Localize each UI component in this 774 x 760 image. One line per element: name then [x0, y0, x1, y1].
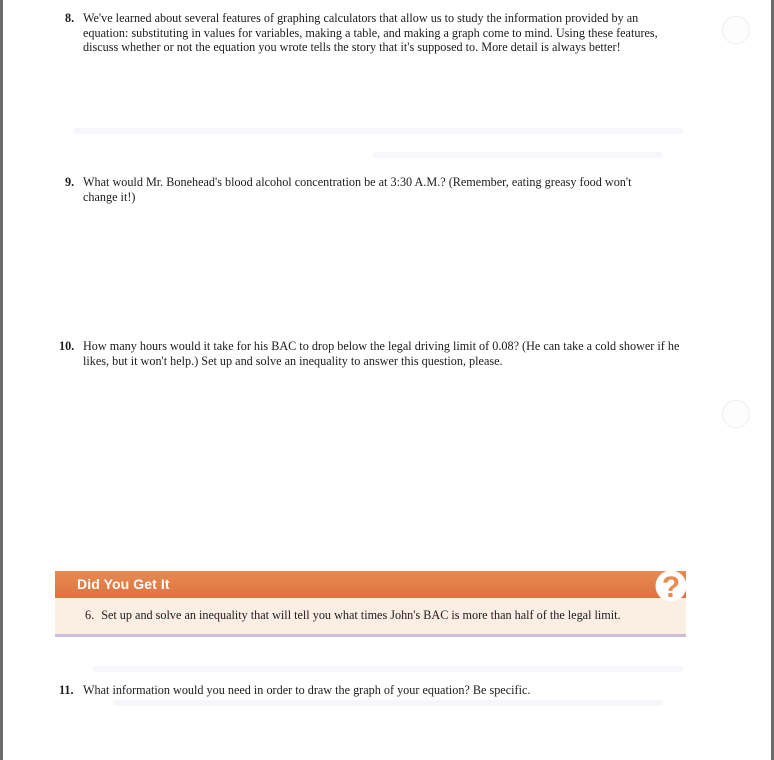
bleed-through-mark: [93, 666, 683, 672]
worksheet-page: [3, 0, 771, 760]
margin-circle-icon: [722, 400, 750, 428]
callout-item-number: 6.: [85, 608, 95, 622]
question-text: How many hours would it take for his BAC to drop below the legal driving limit of 0.08? (He can take a cold shower if he likes, but it won't help.) Set up and solve an inequality to answer this question, please.: [83, 339, 680, 368]
margin-circle-icon: [722, 16, 750, 44]
question-number: 8.: [65, 11, 75, 25]
callout-bottom-rule: [55, 634, 686, 637]
question-10: [59, 339, 687, 368]
question-8: [65, 11, 680, 55]
question-mark-icon: [654, 569, 688, 603]
question-9: [65, 175, 665, 204]
callout-title: Did You Get It: [77, 576, 170, 592]
question-number: 11.: [59, 683, 74, 697]
bleed-through-mark: [113, 700, 663, 706]
question-number: 10.: [59, 339, 75, 353]
callout-item-text: Set up and solve an inequality that will tell you what times John's BAC is more than half of the legal limit.: [101, 608, 621, 622]
bleed-through-mark: [373, 152, 663, 158]
callout-body: [55, 598, 686, 634]
question-text: What information would you need in order to draw the graph of your equation? Be specific.: [83, 683, 531, 697]
question-text: We've learned about several features of graphing calculators that allow us to study the information provided by an equation: substituting in values for variables, making a table, and making a graph come to mind. Using these features, discuss whether or not the equation you wrote tells the story that it's supposed to. More detail is always better!: [83, 11, 658, 54]
did-you-get-it-box: [55, 571, 686, 638]
bleed-through-mark: [73, 128, 683, 134]
question-number: 9.: [65, 175, 75, 189]
callout-item: [85, 608, 621, 623]
callout-header: [55, 571, 686, 598]
question-11: [59, 683, 687, 698]
question-text: What would Mr. Bonehead's blood alcohol concentration be at 3:30 A.M.? (Remember, eating greasy food won't change it!): [83, 175, 632, 204]
svg-text:?: ?: [661, 571, 681, 603]
